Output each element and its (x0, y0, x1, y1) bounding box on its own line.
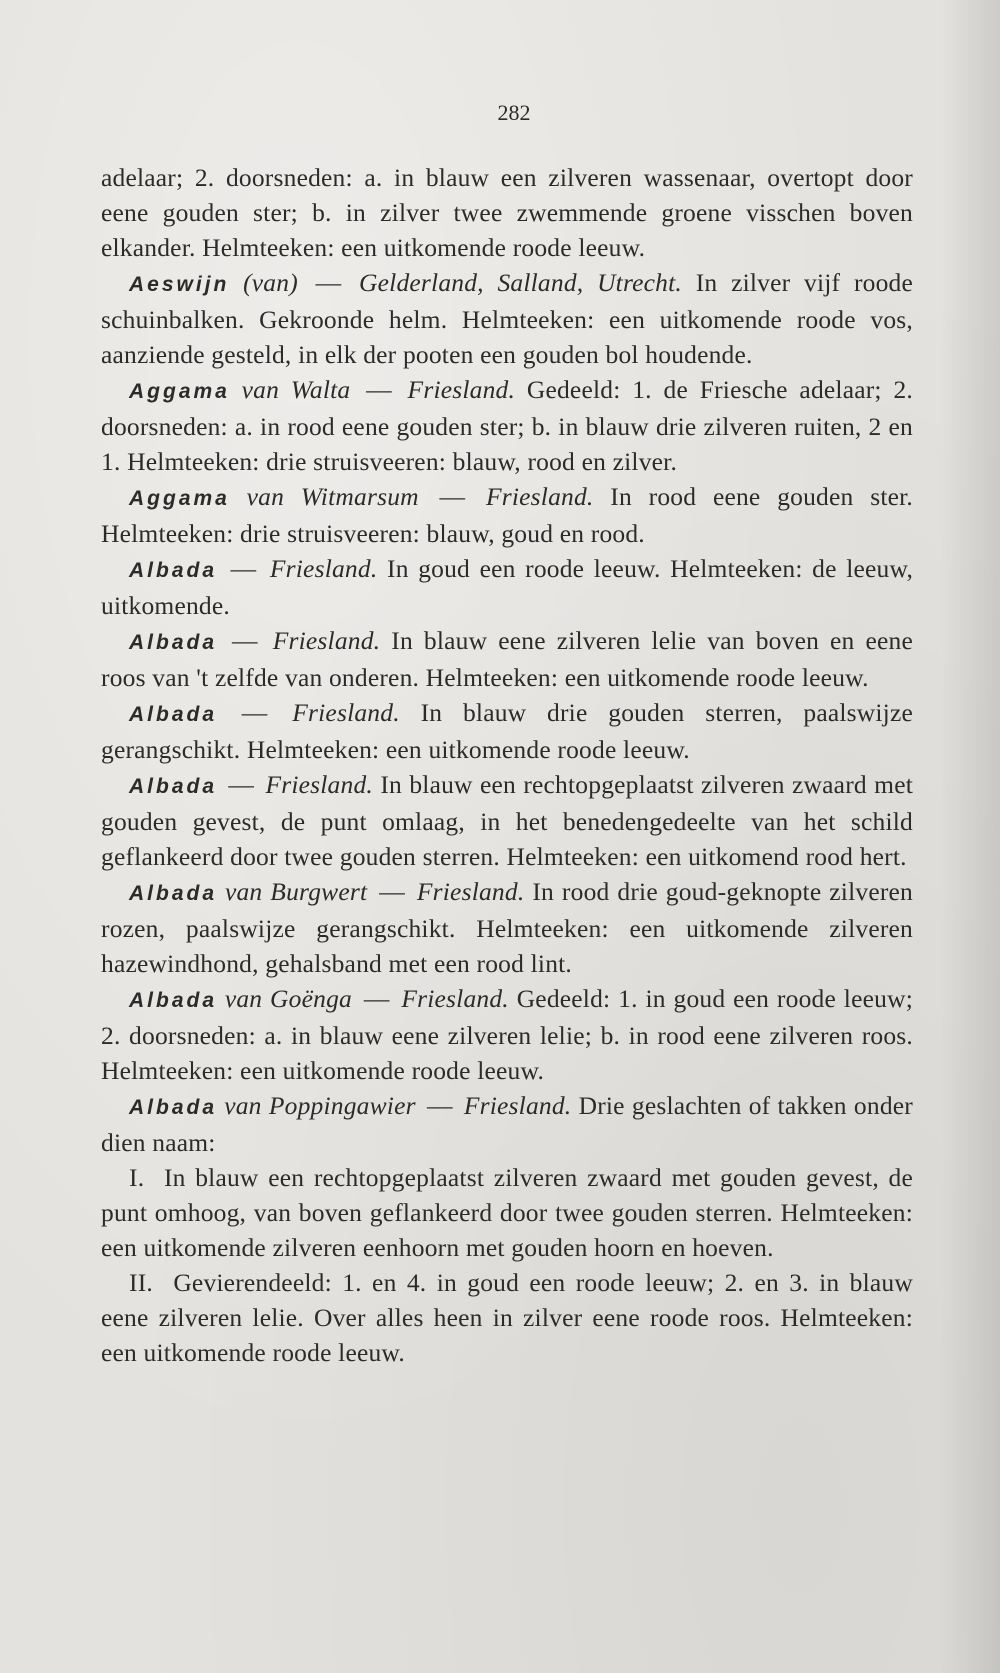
dash-separator: — (232, 626, 258, 655)
entry-text: In blauw eene zilveren lelie van boven en eene roos van 't zelfde van onderen. Helmteeken: een uitkomende roode leeuw. (101, 626, 913, 692)
family-name-extra: van Poppingawier (224, 1091, 416, 1120)
place-name: Friesland. (463, 1091, 572, 1120)
family-name: Albada (129, 1096, 218, 1119)
branch-entry-2 (101, 1265, 913, 1370)
family-name: Albada (129, 882, 218, 905)
family-name: Albada (129, 703, 218, 726)
dash-separator: — (366, 375, 392, 404)
entry-continuation (101, 160, 913, 265)
entry-text: In blauw een rechtopgeplaatst zilveren zwaard met gouden gevest, de punt omlaag, in het benedengedeelte van het schild geflankeerd door twee gouden sterren. Helmteeken: een uitkomend rood hert. (101, 770, 914, 871)
place-name: Friesland. (269, 554, 378, 583)
dash-separator: — (426, 1091, 453, 1120)
family-name: Albada (129, 631, 218, 654)
entry-text: adelaar; 2. doorsneden: a. in blauw een zilveren wassenaar, overtopt door eene gouden ster; b. in zilver twee zwemmende groene visschen boven elkander. Helmteeken: een uitkomende roode leeuw. (101, 163, 913, 262)
place-name: Friesland. (416, 877, 525, 906)
family-name-extra: van Burgwert (224, 877, 368, 906)
roman-numeral: II. (129, 1268, 153, 1297)
dash-separator: — (228, 770, 255, 799)
entry-text: Gevierendeeld: 1. en 4. in goud een roode leeuw; 2. en 3. in blauw eene zilveren lelie. Over alles heen in zilver eene roode roos. Helmteeken: een uitkomende roode leeuw. (101, 1268, 914, 1367)
entry-text: In blauw drie gouden sterren, paalswijze gerangschikt. Helmteeken: een uitkomende roode leeuw. (101, 698, 913, 764)
dash-separator: — (379, 877, 405, 906)
entry-text: Gedeeld: 1. de Friesche adelaar; 2. doorsneden: a. in rood eene gouden ster; b. in blauw drie zilveren ruiten, 2 en 1. Helmteeken: drie struisveeren: blauw, rood en zilver. (101, 375, 913, 476)
entry-text: Gedeeld: 1. in goud een roode leeuw; 2. doorsneden: a. in blauw eene zilveren lelie; b. in rood eene zilveren roos. Helmteeken: een uitkomende roode leeuw. (101, 984, 913, 1085)
entry-aggama-witmarsum (101, 479, 913, 551)
dash-separator: — (363, 984, 390, 1013)
place-name: Friesland. (292, 698, 400, 727)
entry-albada-2 (101, 623, 913, 695)
entry-text: In rood eene gouden ster. Helmteeken: drie struisveeren: blauw, goud en rood. (101, 482, 913, 548)
entry-albada-poppingawier (101, 1088, 913, 1160)
family-name-extra: (van) (243, 268, 298, 297)
family-name: Aeswijn (129, 273, 230, 296)
entry-text: In goud een roode leeuw. Helmteeken: de leeuw, uitkomende. (101, 554, 914, 620)
dash-separator: — (315, 268, 342, 297)
place-name: Friesland. (485, 482, 594, 511)
family-name: Albada (129, 989, 218, 1012)
dash-separator: — (230, 554, 257, 583)
family-name-extra: van Walta (241, 375, 351, 404)
entry-text: In rood drie goud-geknopte zilveren rozen, paalswijze gerangschikt. Helmteeken: een uitkomende zilveren hazewindhond, gehalsband met een rood lint. (101, 877, 913, 978)
entry-albada-burgwert (101, 874, 913, 981)
place-name: Gelderland, Salland, Utrecht. (359, 268, 682, 297)
entry-text: In blauw een rechtopgeplaatst zilveren zwaard met gouden gevest, de punt omhoog, van boven geflankeerd door twee gouden sterren. Helmteeken: een uitkomende zilveren eenhoorn met gouden hoorn en hoeven. (101, 1163, 914, 1262)
place-name: Friesland. (272, 626, 381, 655)
family-name-extra: van Goënga (224, 984, 352, 1013)
entry-text: Drie geslachten of takken onder dien naam: (101, 1091, 913, 1157)
dash-separator: — (241, 698, 268, 727)
family-name: Albada (129, 559, 218, 582)
entry-text: In zilver vijf roode schuinbalken. Gekroonde helm. Helmteeken: een uitkomende roode vos, aanziende gesteld, in elk der pooten een gouden bol houdende. (101, 268, 914, 369)
family-name: Aggama (129, 487, 230, 510)
place-name: Friesland. (401, 984, 509, 1013)
entry-aeswijn (101, 265, 913, 372)
dash-separator: — (439, 482, 466, 511)
entry-albada-1 (101, 551, 913, 623)
branch-entry-1 (101, 1160, 913, 1265)
page-edge-shadow (940, 0, 1000, 1673)
roman-numeral: I. (129, 1163, 145, 1192)
page-number: 282 (497, 100, 531, 125)
place-name: Friesland. (265, 770, 373, 799)
family-name: Albada (129, 775, 218, 798)
entry-albada-3 (101, 695, 913, 767)
family-name: Aggama (129, 380, 230, 403)
text-body (101, 160, 913, 1370)
entry-albada-4 (101, 767, 913, 874)
family-name-extra: van Witmarsum (246, 482, 419, 511)
place-name: Friesland. (407, 375, 516, 404)
entry-albada-goenga (101, 981, 913, 1088)
entry-aggama-walta (101, 372, 913, 479)
